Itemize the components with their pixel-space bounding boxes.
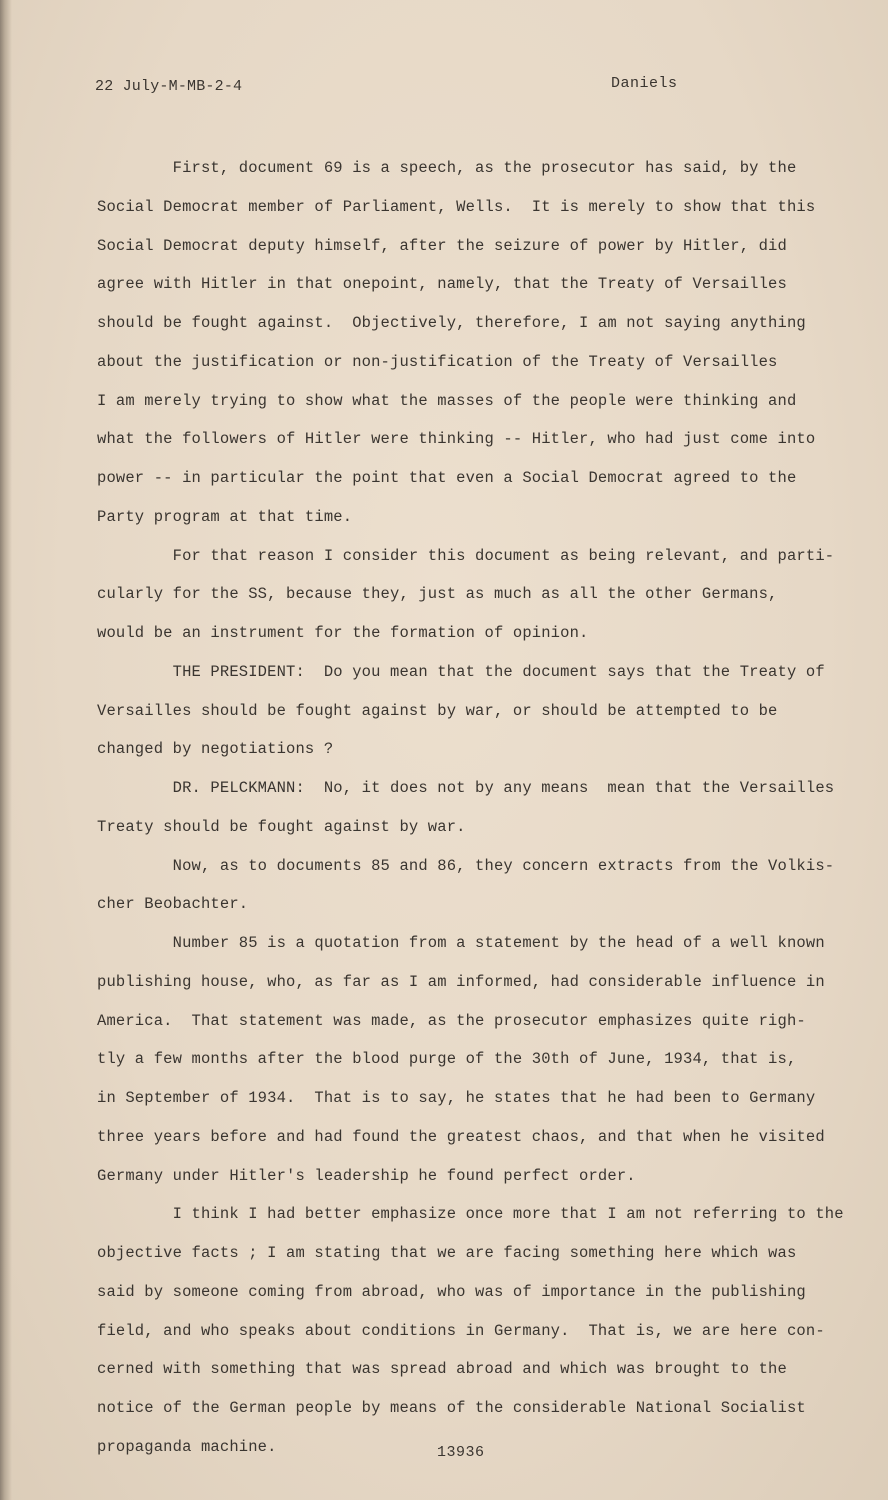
text-line: For that reason I consider this document as being relevant, and parti- (97, 546, 835, 565)
text-line: power -- in particular the point that even a Social Democrat agreed to the (97, 469, 797, 487)
text-line: Versailles should be fought against by war, or should be attempted to be (97, 701, 778, 720)
text-line: said by someone coming from abroad, who was of importance in the publishing (97, 1282, 806, 1301)
text-line: cerned with something that was spread abroad and which was brought to the (97, 1360, 787, 1379)
text-line: three years before and had found the greatest chaos, and that when he visited (97, 1127, 825, 1146)
text-line: Party program at that time. (97, 507, 353, 526)
text-line: Social Democrat member of Parliament, Wells. It is merely to show that this (97, 197, 816, 216)
text-line: I am merely trying to show what the masses of the people were thinking and (97, 391, 797, 410)
text-line: changed by negotiations ? (97, 740, 334, 759)
text-line: tly a few months after the blood purge of the 30th of June, 1934, that is, (97, 1050, 797, 1069)
text-line: Germany under Hitler's leadership he found perfect order. (97, 1166, 636, 1185)
text-line: in September of 1934. That is to say, he states that he had been to Germany (97, 1089, 816, 1107)
text-line: objective facts ; I am stating that we are facing something here which was (97, 1244, 797, 1262)
transcript-body (97, 149, 842, 1467)
text-line: propaganda machine. (97, 1437, 277, 1456)
page-left-edge-shadow (0, 0, 12, 1500)
text-line: would be an instrument for the formation of opinion. (97, 624, 589, 642)
text-line: Now, as to documents 85 and 86, they concern extracts from the Volkis- (97, 856, 835, 875)
text-line: publishing house, who, as far as I am informed, had considerable influence in (97, 972, 825, 991)
text-line: America. That statement was made, as the prosecutor emphasizes quite righ- (97, 1011, 806, 1030)
text-line: DR. PELCKMANN: No, it does not by any means mean that the Versailles (97, 779, 835, 797)
reporter-name: Daniels (611, 75, 678, 92)
text-line: cularly for the SS, because they, just as much as all the other Germans, (97, 585, 778, 604)
text-line: should be fought against. Objectively, therefore, I am not saying anything (97, 314, 806, 332)
text-line: cher Beobachter. (97, 895, 249, 914)
text-line: agree with Hitler in that onepoint, namely, that the Treaty of Versailles (97, 275, 787, 294)
document-reference: 22 July-M-MB-2-4 (95, 78, 243, 95)
text-line: THE PRESIDENT: Do you mean that the document says that the Treaty of (97, 662, 825, 681)
text-line: what the followers of Hitler were thinking -- Hitler, who had just come into (97, 430, 816, 449)
text-line: Social Democrat deputy himself, after the seizure of power by Hitler, did (97, 236, 787, 255)
text-line: Treaty should be fought against by war. (97, 817, 466, 836)
text-line: about the justification or non-justification of the Treaty of Versailles (97, 352, 778, 371)
text-line: field, and who speaks about conditions in Germany. That is, we are here con- (97, 1321, 825, 1340)
text-line: notice of the German people by means of the considerable National Socialist (97, 1399, 806, 1417)
page-number: 13936 (437, 1444, 485, 1461)
text-line: First, document 69 is a speech, as the prosecutor has said, by the (97, 159, 797, 177)
text-line: Number 85 is a quotation from a statement by the head of a well known (97, 934, 825, 952)
text-line: I think I had better emphasize once more that I am not referring to the (97, 1205, 844, 1224)
